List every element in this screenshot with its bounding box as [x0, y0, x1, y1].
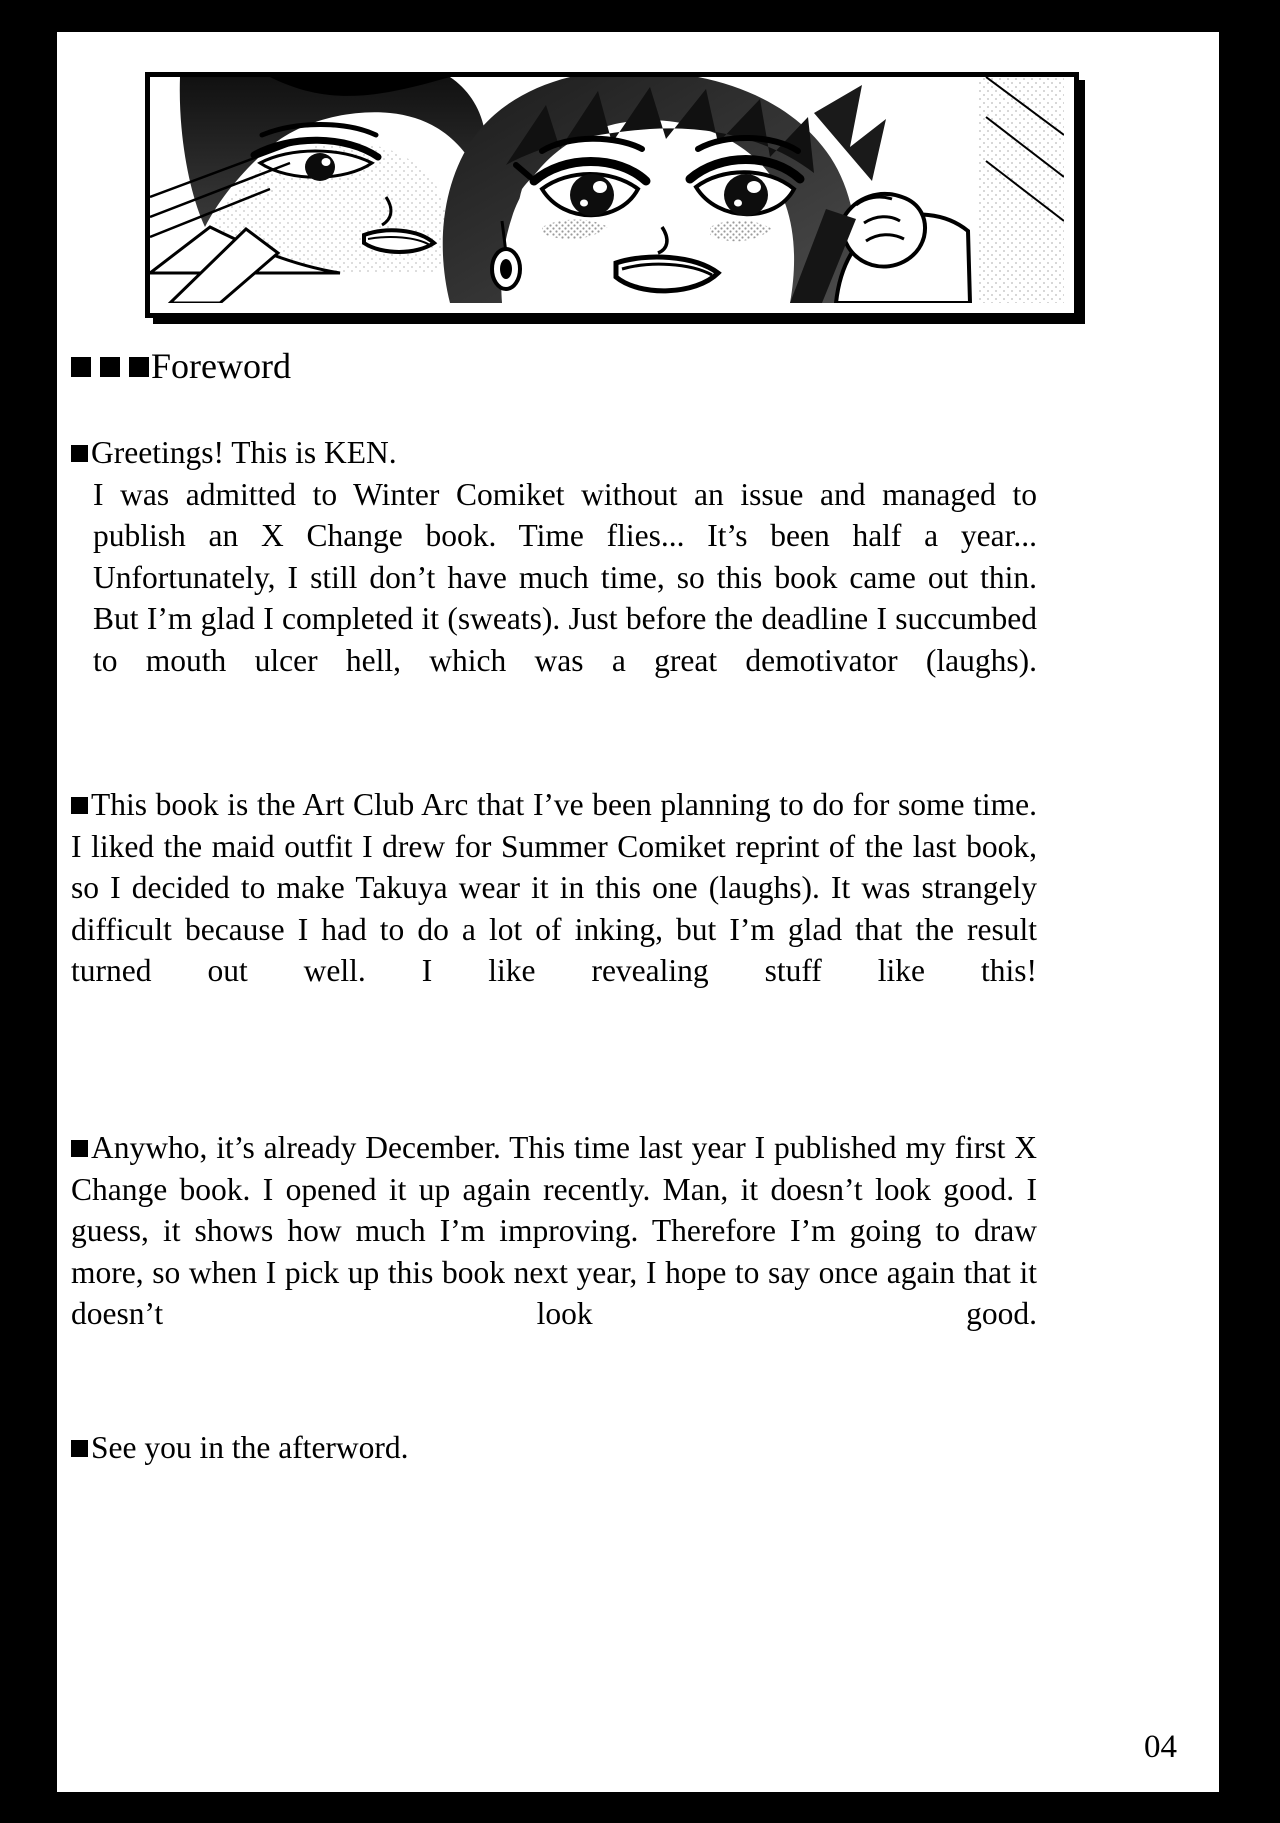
paragraph-art-club-arc-body: This book is the Art Club Arc that I’ve been planning to do for some time. I liked the maid outfit I drew for Summer Comiket reprint of the last book, so I decided to make Takuya wear it in this one (laughs). It was strangely difficult because I had to do a lot of inking, but I’m glad that the result turned out well. I like revealing stuff like this! — [71, 787, 1037, 988]
bullet-square-icon — [100, 357, 120, 377]
manga-panel-two-characters — [145, 72, 1079, 318]
illustration-panel — [145, 72, 1085, 324]
page-sheet — [57, 32, 1219, 1792]
bullet-square-icon — [129, 357, 149, 377]
paragraph-greeting-lead: Greetings! This is KEN. — [91, 435, 397, 470]
paragraph-greeting — [71, 432, 1037, 723]
page-number: 04 — [1144, 1729, 1177, 1765]
bullet-square-icon — [71, 797, 88, 814]
bullet-square-icon — [71, 1440, 88, 1457]
paragraph-december — [71, 1127, 1037, 1376]
paragraph-december-body: Anywho, it’s already December. This time last year I published my first X Change book. I opened it up again recently. Man, it doesn’t look good. I guess, it shows how much I’m improving. Therefore I’m going to draw more, so when I pick up this book next year, I hope to say once again that it doesn’t look good. — [71, 1130, 1037, 1331]
foreword-heading-text: Foreword — [151, 346, 291, 386]
page-spine-rule — [41, 32, 48, 1792]
foreword-heading — [71, 344, 291, 388]
paragraph-closing-body: See you in the afterword. — [91, 1430, 409, 1465]
bullet-square-icon — [71, 445, 88, 462]
bullet-square-icon — [71, 357, 91, 377]
paragraph-closing — [71, 1427, 1037, 1469]
bullet-square-icon — [71, 1140, 88, 1157]
paragraph-greeting-body: I was admitted to Winter Comiket without an issue and managed to publish an X Change book. Time flies... It’s been half a year... Unfortunately, I still don’t have much time, so this book came out thin. But I’m glad I completed it (sweats). Just before the deadline I succumbed to mouth ulcer hell, which was a great demotivator (laughs). — [93, 476, 1037, 678]
paragraph-art-club-arc — [71, 784, 1037, 1033]
page-content — [57, 32, 1219, 1792]
